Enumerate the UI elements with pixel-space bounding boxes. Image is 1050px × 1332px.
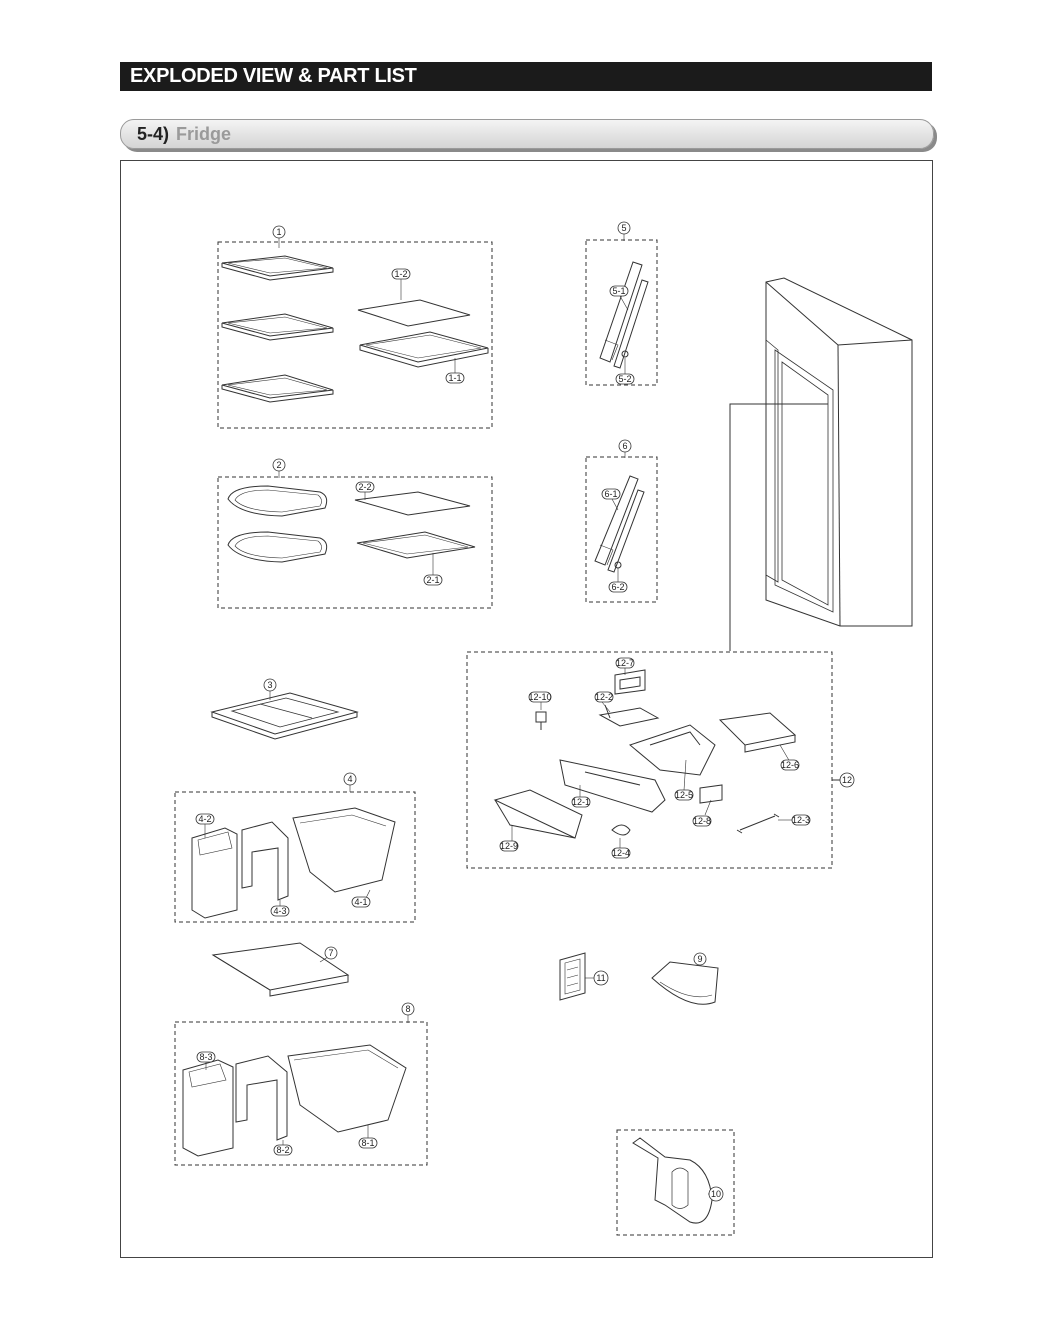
page-title: EXPLODED VIEW & PART LIST	[130, 65, 417, 87]
group-box-12	[467, 652, 832, 868]
callout-12-9	[500, 841, 518, 851]
svg-text:12-4: 12-4	[611, 848, 631, 858]
svg-text:4-2: 4-2	[198, 814, 212, 824]
svg-text:10: 10	[710, 1189, 722, 1199]
callout-12-6	[781, 760, 799, 770]
callout-1-1	[446, 373, 464, 383]
part-12-9	[495, 790, 582, 838]
svg-text:1: 1	[276, 227, 282, 237]
callout-9	[694, 953, 706, 965]
svg-text:12-8: 12-8	[692, 816, 712, 826]
svg-text:8-2: 8-2	[276, 1145, 290, 1155]
callout-4-1	[352, 897, 370, 907]
svg-text:12-7: 12-7	[615, 658, 635, 668]
shelf-glass-2-2	[355, 492, 470, 515]
svg-text:12-6: 12-6	[780, 760, 800, 770]
callout-12-10	[528, 692, 551, 702]
group-box-10	[617, 1130, 734, 1235]
section-number: 5-4)	[137, 124, 170, 144]
svg-text:6-2: 6-2	[611, 582, 625, 592]
filter-cover-11	[560, 953, 585, 1000]
part-12-3	[737, 814, 779, 833]
svg-text:2-1: 2-1	[426, 575, 440, 585]
callout-1-2	[392, 269, 410, 279]
part-12-10	[536, 712, 546, 730]
callout-12-8	[693, 816, 711, 826]
callout-7	[325, 947, 337, 959]
drawer-cover-8-2	[236, 1056, 287, 1140]
svg-text:4-3: 4-3	[273, 906, 287, 916]
svg-text:8-3: 8-3	[199, 1052, 213, 1062]
callout-4-2	[196, 814, 214, 824]
callout-8	[402, 1003, 414, 1015]
svg-text:12-10: 12-10	[528, 692, 552, 702]
rail-5-1	[600, 262, 648, 368]
callout-8-1	[359, 1138, 377, 1148]
leader-line-12	[730, 404, 828, 651]
svg-text:8: 8	[405, 1004, 411, 1014]
group-box-6	[586, 457, 657, 602]
callout-2-1	[424, 575, 442, 585]
callout-5-1	[610, 286, 628, 296]
callout-12-3	[792, 815, 810, 825]
drawer-box-8-1	[288, 1045, 406, 1132]
svg-text:2: 2	[276, 460, 282, 470]
rail-6-1	[595, 476, 644, 572]
svg-text:1-1: 1-1	[448, 373, 462, 383]
callout-12-2	[595, 692, 613, 702]
part-12-2	[600, 705, 658, 726]
part-12-7	[615, 670, 645, 694]
callout-12-4	[612, 848, 630, 858]
svg-text:1-2: 1-2	[394, 269, 408, 279]
callout-12-7	[616, 658, 634, 668]
callout-4-3	[271, 906, 289, 916]
callout-2-2	[356, 482, 374, 492]
duct-assembly-10	[633, 1138, 712, 1223]
part-12-4	[612, 825, 630, 835]
svg-text:5: 5	[621, 223, 627, 233]
shelf-frame-2-1	[357, 532, 475, 558]
svg-text:9: 9	[697, 954, 703, 964]
callout-12-5	[675, 790, 693, 800]
callout-6	[619, 440, 631, 452]
callout-5	[618, 222, 630, 234]
duct-cover-9	[652, 962, 718, 1004]
callout-8-3	[197, 1052, 215, 1062]
drawer-box-4-1	[293, 808, 395, 892]
group-box-4	[175, 792, 415, 922]
callout-12	[840, 773, 854, 787]
refrigerator-body	[766, 278, 912, 626]
glass-shelf-part	[222, 256, 333, 402]
callout-1	[273, 226, 285, 238]
svg-text:11: 11	[596, 973, 606, 983]
callout-3	[264, 679, 276, 691]
cover-panel-3	[212, 693, 357, 739]
svg-text:12-9: 12-9	[499, 841, 519, 851]
svg-text:6-1: 6-1	[604, 489, 618, 499]
svg-text:12: 12	[841, 775, 853, 785]
callout-8-2	[274, 1145, 292, 1155]
callout-10	[709, 1187, 723, 1201]
callout-12-1	[572, 797, 590, 807]
svg-text:5-1: 5-1	[612, 286, 626, 296]
group-box-8	[175, 1022, 427, 1165]
callout-2	[273, 459, 285, 471]
shelf-frame-1-1	[360, 332, 488, 367]
svg-text:12-1: 12-1	[571, 797, 591, 807]
tempered-shelf-part	[228, 486, 327, 562]
svg-text:12-5: 12-5	[674, 790, 694, 800]
svg-text:5-2: 5-2	[618, 374, 632, 384]
shelf-glass-1-2	[358, 300, 470, 326]
svg-text:4: 4	[347, 774, 353, 784]
svg-text:7: 7	[328, 948, 334, 958]
drawer-front-8-3	[183, 1060, 233, 1156]
section-name: Fridge	[176, 124, 232, 144]
callout-11	[594, 971, 608, 985]
group-box-1	[218, 242, 492, 428]
svg-text:4-1: 4-1	[354, 897, 368, 907]
part-12-5	[630, 725, 715, 775]
svg-text:2-2: 2-2	[358, 482, 372, 492]
svg-text:12-2: 12-2	[594, 692, 614, 702]
svg-text:3: 3	[267, 680, 273, 690]
callout-4	[344, 773, 356, 785]
drawer-front-4-2	[192, 828, 237, 918]
callout-6-1	[602, 489, 620, 499]
svg-text:8-1: 8-1	[361, 1138, 375, 1148]
svg-text:6: 6	[622, 441, 628, 451]
cap-6-2	[615, 562, 621, 568]
callout-5-2	[616, 374, 634, 384]
svg-text:12-3: 12-3	[791, 815, 811, 825]
callout-6-2	[609, 582, 627, 592]
part-12-6	[720, 713, 795, 752]
drawer-cover-4-3	[242, 822, 288, 900]
